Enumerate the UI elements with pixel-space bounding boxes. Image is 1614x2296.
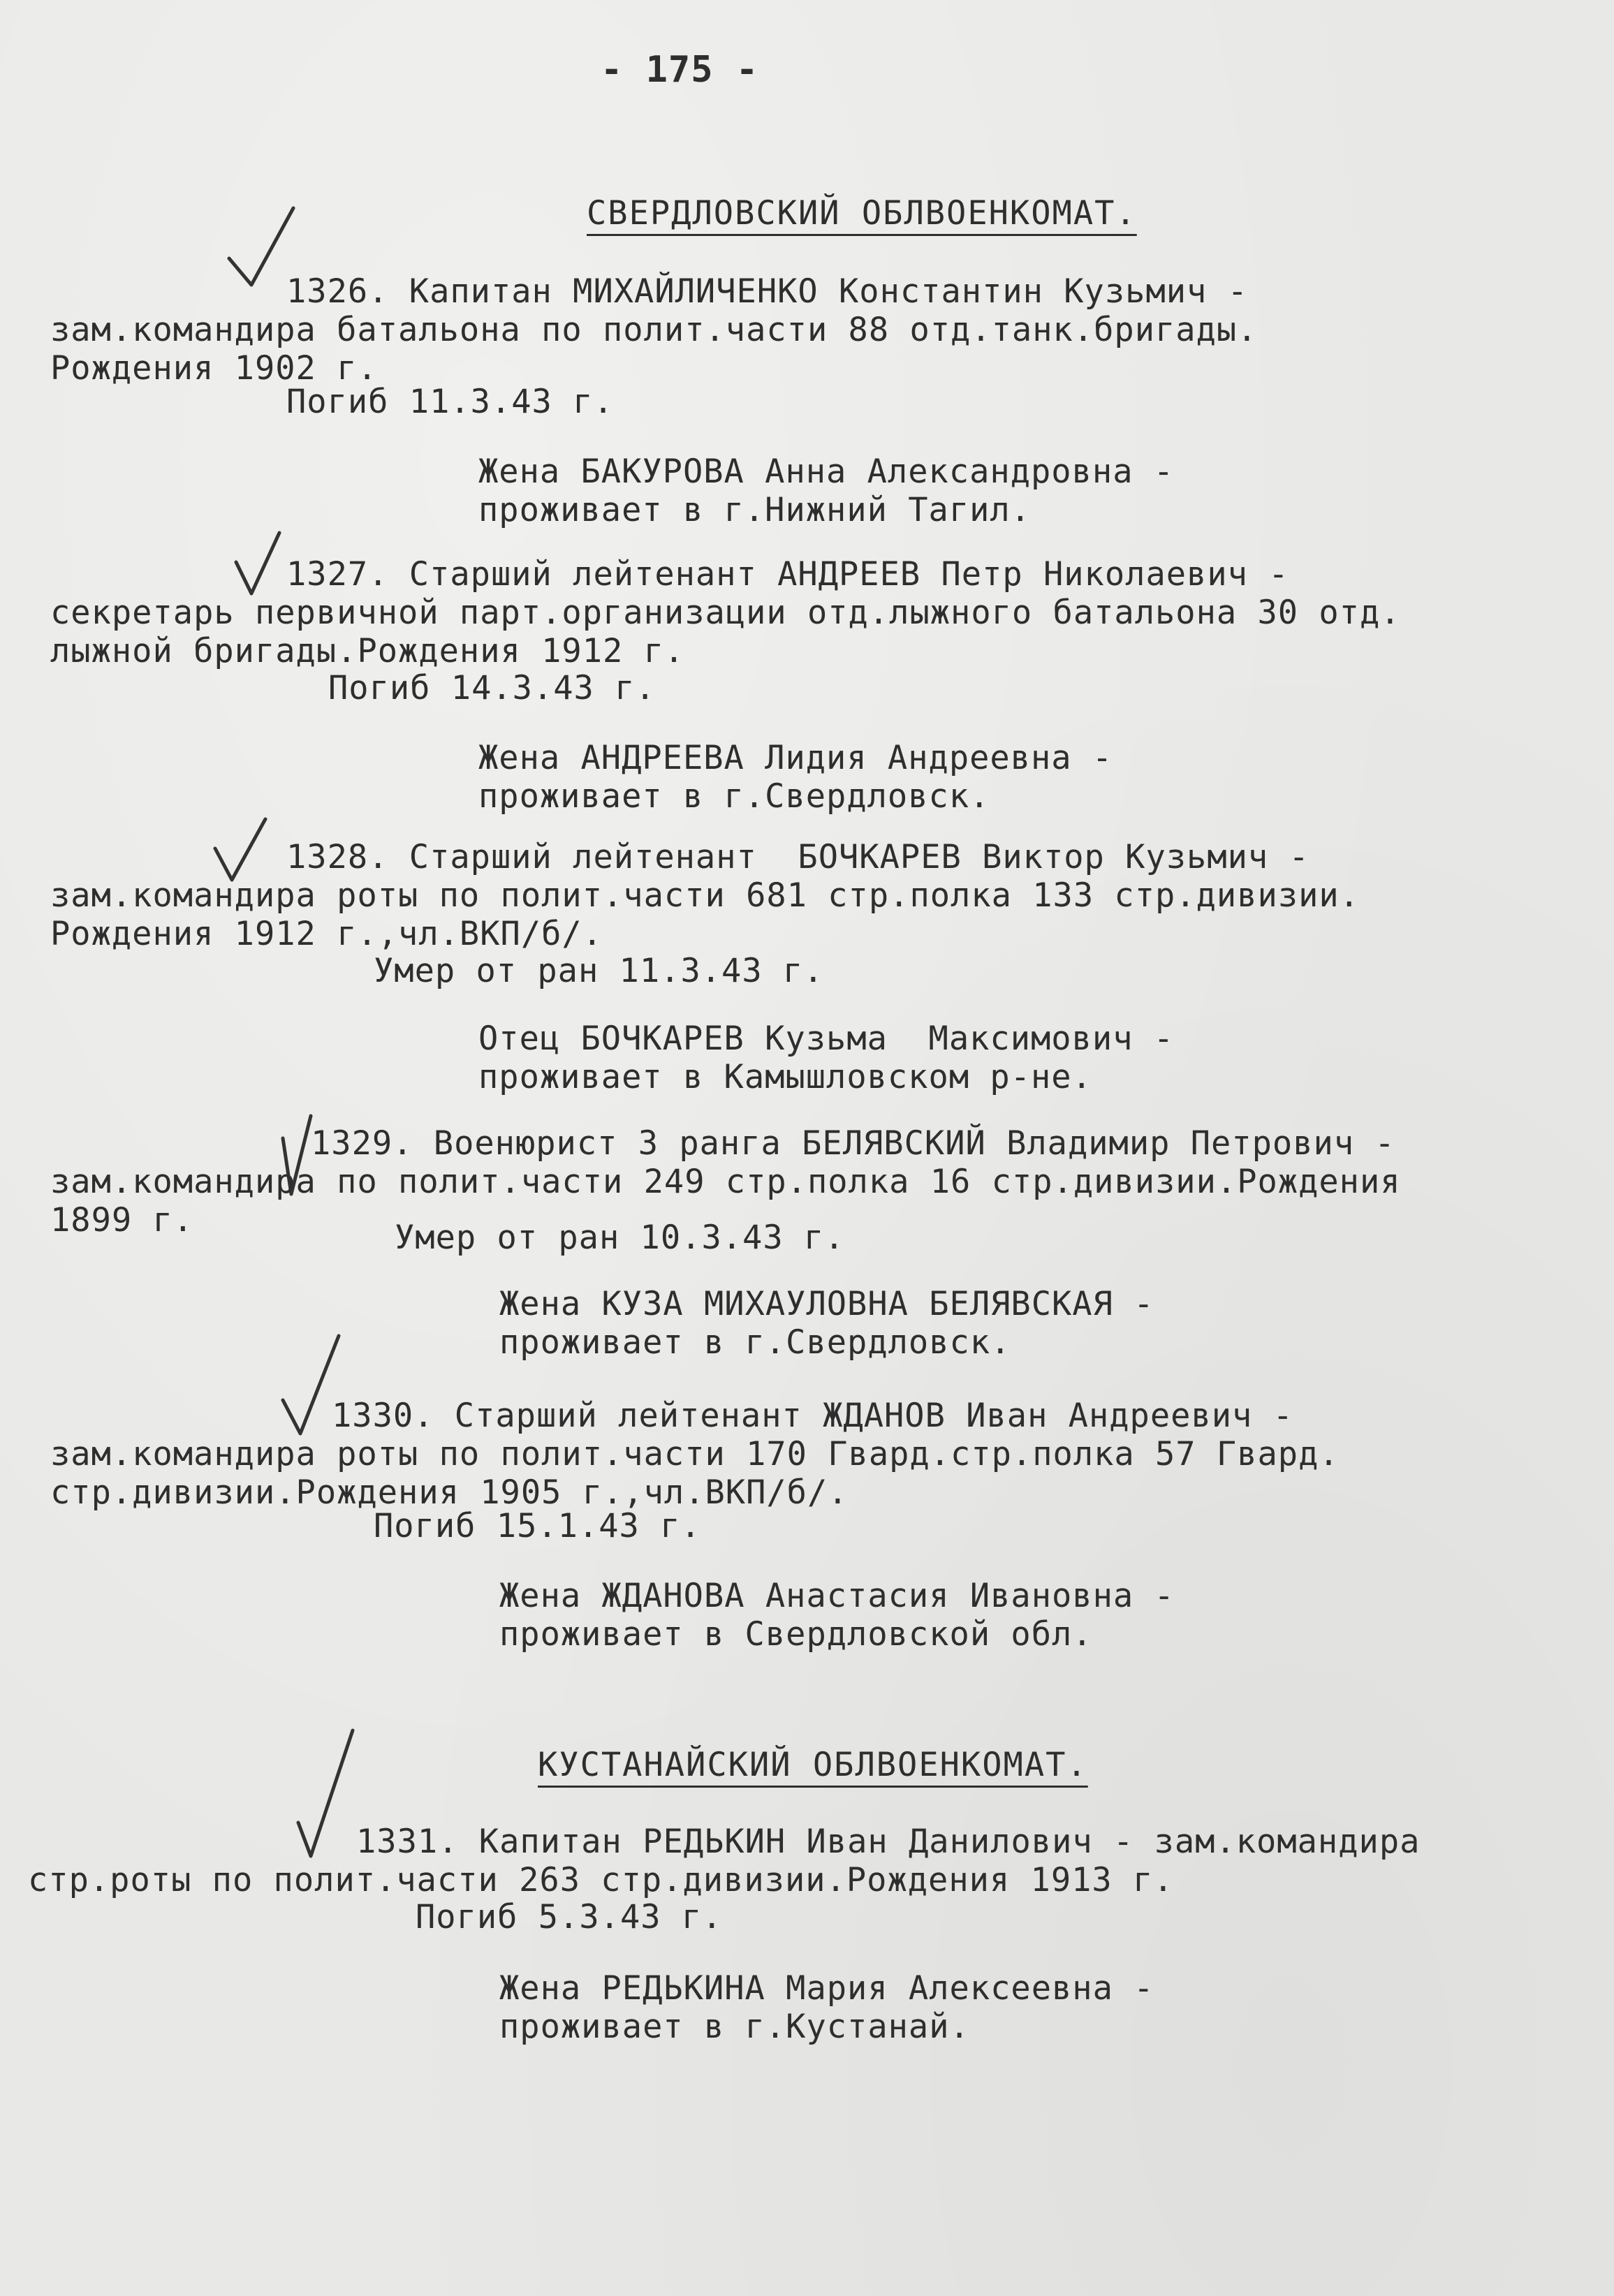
entry-1328-relative-1: Отец БОЧКАРЕВ Кузьма Максимович - <box>478 1020 1175 1058</box>
entry-1327-line-1: 1327. Старший лейтенант АНДРЕЕВ Петр Николаевич - <box>286 555 1289 594</box>
entry-1330-line-3: стр.дивизии.Рождения 1905 г.,чл.ВКП/б/. <box>50 1473 849 1512</box>
entry-1329-relative-2: проживает в г.Свердловск. <box>499 1323 1011 1362</box>
checkmark-icon <box>230 527 286 604</box>
entry-1326-line-1: 1326. Капитан МИХАЙЛИЧЕНКО Константин Кузьмич - <box>286 272 1248 311</box>
entry-1331-line-1: 1331. Капитан РЕДЬКИН Иван Данилович - зам.командира <box>356 1823 1421 1861</box>
entry-1326-line-2: зам.командира батальона по полит.части 88 отд.танк.бригады. <box>50 311 1258 349</box>
entry-1326-relative-2: проживает в г.Нижний Тагил. <box>478 491 1032 529</box>
entry-1327-fate: Погиб 14.3.43 г. <box>328 669 656 707</box>
entry-1330-line-2: зам.командира роты по полит.части 170 Гвард.стр.полка 57 Гвард. <box>50 1435 1340 1473</box>
entry-1327-relative-1: Жена АНДРЕЕВА Лидия Андреевна - <box>478 739 1113 777</box>
section-header-kustanai: КУСТАНАЙСКИЙ ОБЛВОЕНКОМАТ. <box>538 1746 1088 1784</box>
entry-1328-line-3: Рождения 1912 г.,чл.ВКП/б/. <box>50 915 603 953</box>
entry-1329-line-2: зам.командира по полит.части 249 стр.полка 16 стр.дивизии.Рождения <box>50 1163 1401 1201</box>
checkmark-icon <box>290 1725 360 1864</box>
entry-1331-line-2: стр.роты по полит.части 263 стр.дивизии.Рождения 1913 г. <box>28 1861 1174 1899</box>
entry-1327-line-3: лыжной бригады.Рождения 1912 г. <box>50 632 685 670</box>
entry-1327-line-2: секретарь первичной парт.организации отд.лыжного батальона 30 отд. <box>50 594 1401 632</box>
entry-1328-fate: Умер от ран 11.3.43 г. <box>374 952 824 990</box>
entry-1331-relative-1: Жена РЕДЬКИНА Мария Алексеевна - <box>499 1969 1154 2008</box>
entry-1330-fate: Погиб 15.1.43 г. <box>374 1507 701 1545</box>
entry-1327-relative-2: проживает в г.Свердловск. <box>478 777 990 816</box>
entry-1326-fate: Погиб 11.3.43 г. <box>286 383 614 421</box>
entry-1328-relative-2: проживает в Камышловском р-не. <box>478 1058 1092 1096</box>
entry-1329-fate: Умер от ран 10.3.43 г. <box>395 1219 845 1257</box>
entry-1330-line-1: 1330. Старший лейтенант ЖДАНОВ Иван Андреевич - <box>332 1397 1293 1435</box>
entry-1331-fate: Погиб 5.3.43 г. <box>416 1898 723 1936</box>
page-number: - 175 - <box>601 49 759 91</box>
entry-1331-relative-2: проживает в г.Кустанай. <box>499 2008 970 2046</box>
entry-1328-line-2: зам.командира роты по полит.части 681 стр.полка 133 стр.дивизии. <box>50 876 1360 915</box>
entry-1326-line-3: Рождения 1902 г. <box>50 349 378 388</box>
entry-1329-line-1: 1329. Военюрист 3 ранга БЕЛЯВСКИЙ Владимир Петрович - <box>311 1124 1395 1163</box>
entry-1326-relative-1: Жена БАКУРОВА Анна Александровна - <box>478 452 1175 491</box>
entry-1330-relative-1: Жена ЖДАНОВА Анастасия Ивановна - <box>499 1577 1175 1615</box>
entry-1330-relative-2: проживает в Свердловской обл. <box>499 1615 1093 1654</box>
entry-1328-line-1: 1328. Старший лейтенант БОЧКАРЕВ Виктор Кузьмич - <box>286 838 1309 876</box>
section-header-sverdlovsk: СВЕРДЛОВСКИЙ ОБЛВОЕНКОМАТ. <box>587 194 1137 233</box>
entry-1329-relative-1: Жена КУЗА МИХАУЛОВНА БЕЛЯВСКАЯ - <box>499 1285 1154 1323</box>
entry-1329-line-3: 1899 г. <box>50 1201 194 1239</box>
